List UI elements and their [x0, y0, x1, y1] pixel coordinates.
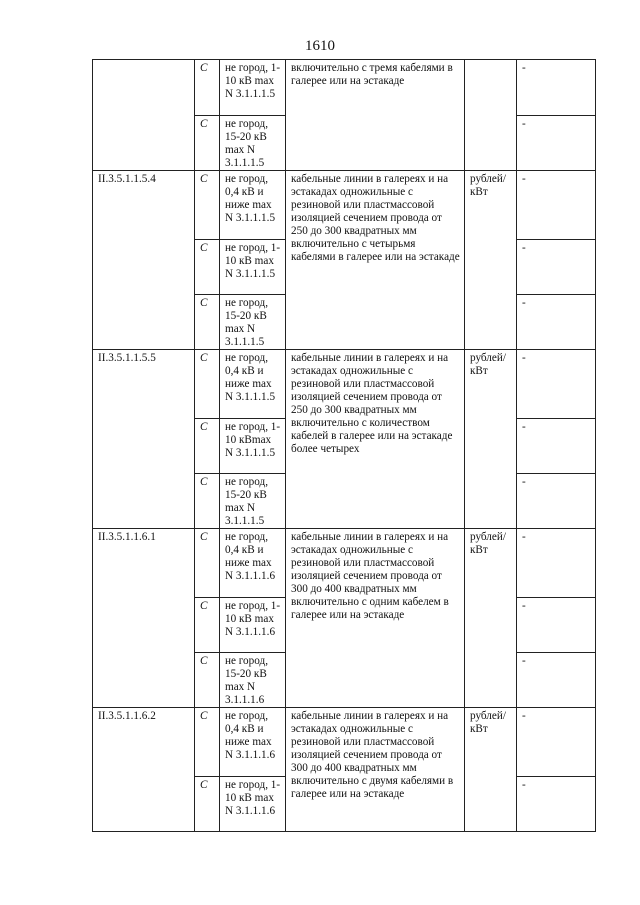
tariff-table	[92, 59, 596, 832]
letter-cell: С	[195, 171, 220, 240]
value-cell: -	[517, 350, 596, 419]
letter-cell: С	[195, 777, 220, 832]
description-cell: кабельные линии в галереях и на эстакадах одножильные с резиновой или пластмассовой изоляцией сечением провода от 300 до 400 квадратных мм включительно с двумя кабелями в галерее или на эстакаде	[286, 708, 465, 832]
table-row	[93, 529, 596, 598]
table-row	[93, 171, 596, 240]
value-cell: -	[517, 295, 596, 350]
item-code-cell: II.3.5.1.1.5.5	[93, 350, 195, 529]
condition-cell: не город, 15-20 кВ max N 3.1.1.1.5	[220, 295, 286, 350]
letter-cell: С	[195, 350, 220, 419]
table-row	[93, 350, 596, 419]
value-cell: -	[517, 116, 596, 171]
letter-cell: С	[195, 295, 220, 350]
letter-cell: С	[195, 529, 220, 598]
page-number: 1610	[305, 38, 335, 54]
item-code-cell: II.3.5.1.1.6.1	[93, 529, 195, 708]
condition-cell: не город, 0,4 кВ и ниже max N 3.1.1.1.5	[220, 350, 286, 419]
letter-cell: С	[195, 708, 220, 777]
condition-cell: не город, 15-20 кВ max N 3.1.1.1.5	[220, 474, 286, 529]
description-cell: кабельные линии в галереях и на эстакадах одножильные с резиновой или пластмассовой изоляцией сечением провода от 300 до 400 квадратных мм включительно с одним кабелем в галерее или на эстакаде	[286, 529, 465, 708]
condition-cell: не город, 1-10 кВ max N 3.1.1.1.6	[220, 598, 286, 653]
value-cell: -	[517, 653, 596, 708]
value-cell: -	[517, 529, 596, 598]
letter-cell: С	[195, 116, 220, 171]
condition-cell: не город, 0,4 кВ и ниже max N 3.1.1.1.6	[220, 529, 286, 598]
value-cell: -	[517, 777, 596, 832]
item-code-cell: II.3.5.1.1.6.2	[93, 708, 195, 832]
condition-cell: не город, 15-20 кВ max N 3.1.1.1.5	[220, 116, 286, 171]
table-row	[93, 708, 596, 777]
value-cell: -	[517, 171, 596, 240]
condition-cell: не город, 15-20 кВ max N 3.1.1.1.6	[220, 653, 286, 708]
value-cell: -	[517, 598, 596, 653]
letter-cell: С	[195, 60, 220, 116]
condition-cell: не город, 1-10 кВ max N 3.1.1.1.5	[220, 240, 286, 295]
unit-cell: рублей/ кВт	[465, 529, 517, 708]
letter-cell: С	[195, 419, 220, 474]
item-code-cell	[93, 60, 195, 171]
letter-cell: С	[195, 653, 220, 708]
value-cell: -	[517, 240, 596, 295]
letter-cell: С	[195, 474, 220, 529]
table-row	[93, 60, 596, 116]
description-cell: кабельные линии в галереях и на эстакадах одножильные с резиновой или пластмассовой изоляцией сечением провода от 250 до 300 квадратных мм включительно с количеством кабелей в галерее или на эстакаде более четырех	[286, 350, 465, 529]
description-cell: кабельные линии в галереях и на эстакадах одножильные с резиновой или пластмассовой изоляцией сечением провода от 250 до 300 квадратных мм включительно с четырьмя кабелями в галерее или на эстакаде	[286, 171, 465, 350]
letter-cell: С	[195, 598, 220, 653]
letter-cell: С	[195, 240, 220, 295]
unit-cell: рублей/ кВт	[465, 171, 517, 350]
unit-cell: рублей/ кВт	[465, 350, 517, 529]
unit-cell	[465, 60, 517, 171]
value-cell: -	[517, 419, 596, 474]
value-cell: -	[517, 474, 596, 529]
item-code-cell: II.3.5.1.1.5.4	[93, 171, 195, 350]
description-cell: включительно с тремя кабелями в галерее или на эстакаде	[286, 60, 465, 171]
condition-cell: не город, 1-10 кВmax N 3.1.1.1.5	[220, 419, 286, 474]
condition-cell: не город, 1-10 кВ max N 3.1.1.1.6	[220, 777, 286, 832]
condition-cell: не город, 1-10 кВ max N 3.1.1.1.5	[220, 60, 286, 116]
value-cell: -	[517, 708, 596, 777]
condition-cell: не город, 0,4 кВ и ниже max N 3.1.1.1.5	[220, 171, 286, 240]
unit-cell: рублей/ кВт	[465, 708, 517, 832]
condition-cell: не город, 0,4 кВ и ниже max N 3.1.1.1.6	[220, 708, 286, 777]
value-cell: -	[517, 60, 596, 116]
